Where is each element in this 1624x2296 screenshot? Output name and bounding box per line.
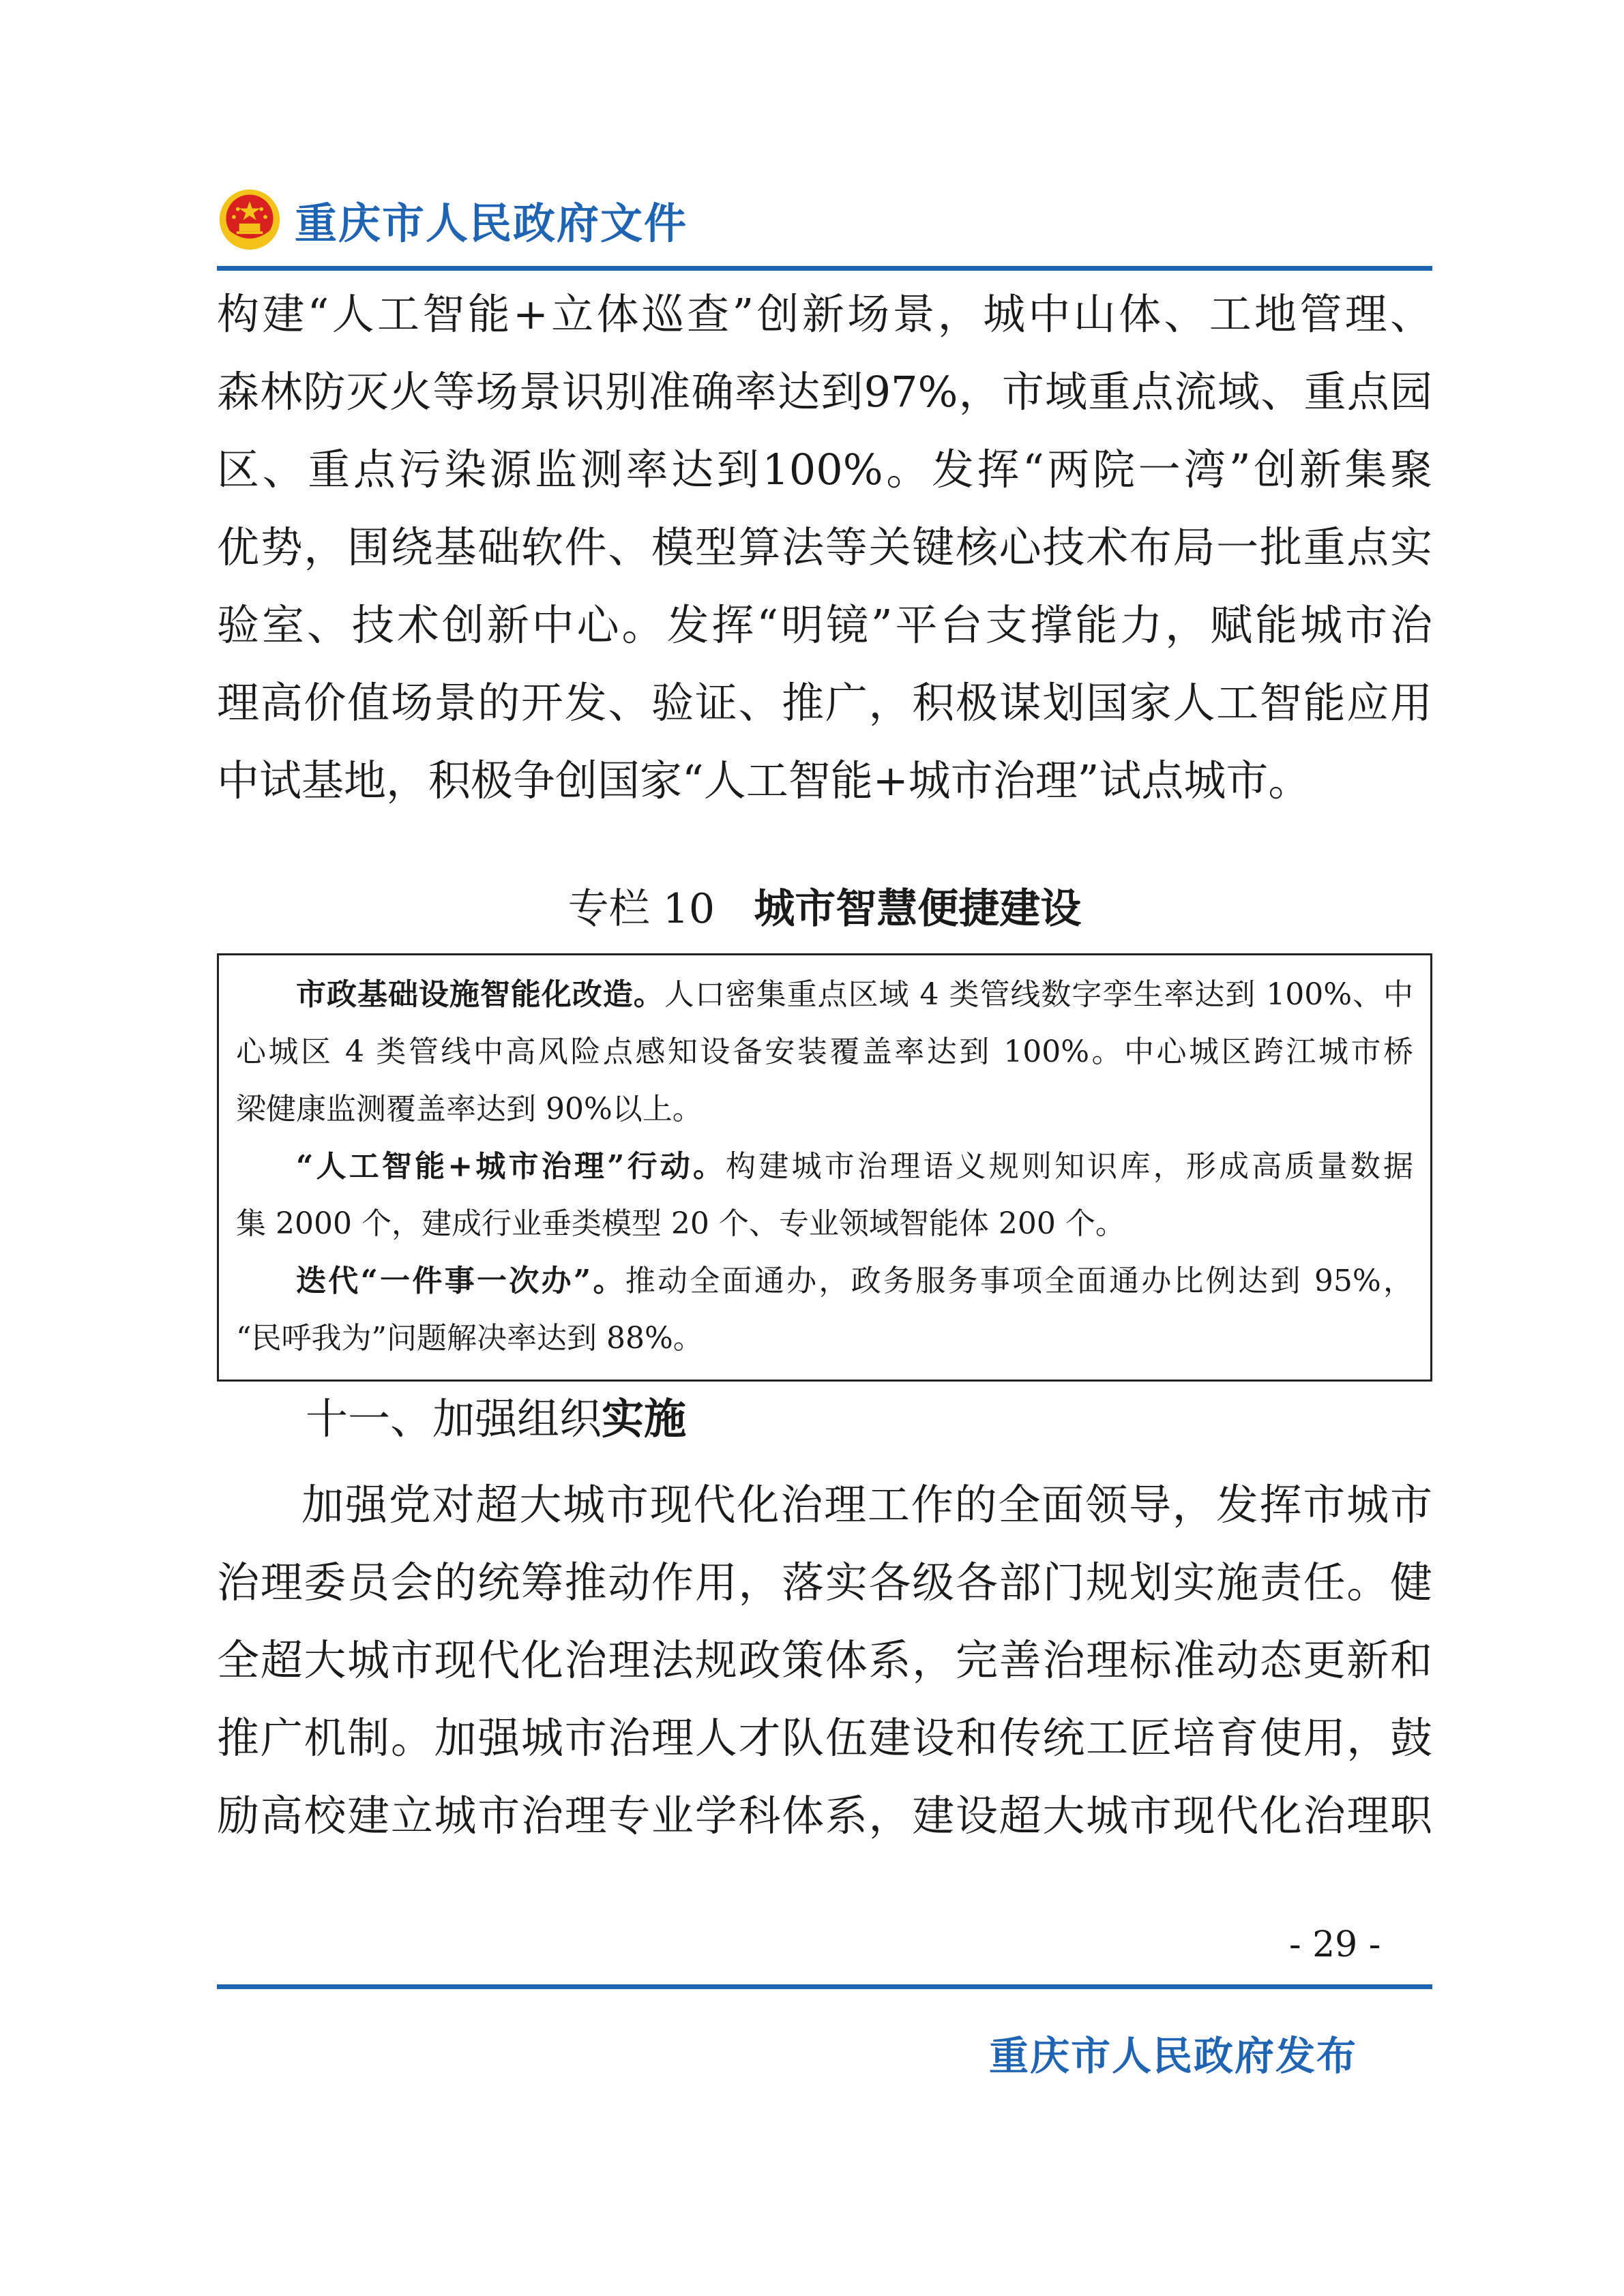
box-item-heading: 迭代“一件事一次办”。 (296, 1264, 625, 1298)
paragraph-line: 治理委员会的统筹推动作用，落实各级各部门规划实施责任。健 (217, 1557, 1432, 1607)
box-item (236, 1262, 1413, 1300)
paragraph-line: 全超大城市现代化治理法规政策体系，完善治理标准动态更新和 (217, 1635, 1432, 1685)
paragraph-line: 加强党对超大城市现代化治理工作的全面领导，发挥市城市 (301, 1480, 1432, 1530)
paragraph-line: 构建“人工智能+立体巡查”创新场景，城中山体、工地管理、 (217, 289, 1432, 339)
paragraph-line: 区、重点污染源监测率达到100%。发挥“两院一湾”创新集聚 (217, 445, 1432, 494)
box-item-text: 梁健康监测覆盖率达到 90%以上。 (236, 1092, 703, 1127)
publisher-label: 重庆市人民政府发布 (989, 2033, 1358, 2079)
section-heading (306, 1394, 686, 1444)
box-label: 专栏 10 (567, 885, 715, 933)
box-item (236, 1148, 1413, 1186)
paragraph-line: 优势，围绕基础软件、模型算法等关键核心技术布局一批重点实 (217, 522, 1432, 572)
box-heading: 城市智慧便捷建设 (754, 885, 1082, 933)
box-item-text: 人口密集重点区域 4 类管线数字孪生率达到 100%、中 (664, 977, 1413, 1012)
box-item-heading: 市政基础设施智能化改造。 (296, 977, 664, 1012)
box-item-text: 集 2000 个，建成行业垂类模型 20 个、专业领域智能体 200 个。 (236, 1206, 1125, 1241)
box-item-text: 构建城市治理语义规则知识库，形成高质量数据 (726, 1149, 1413, 1184)
box-item (236, 976, 1413, 1014)
document-header (217, 179, 688, 260)
header-divider (217, 266, 1432, 271)
paragraph-line: 推广机制。加强城市治理人才队伍建设和传统工匠培育使用，鼓 (217, 1713, 1432, 1763)
section-title-part2: 实施 (602, 1394, 687, 1444)
paragraph-line: 励高校建立城市治理专业学科体系，建设超大城市现代化治理职 (217, 1791, 1432, 1840)
paragraph-line: 森林防灭火等场景识别准确率达到97%，市域重点流域、重点园 (217, 367, 1432, 417)
section-number: 十一、 (306, 1394, 433, 1444)
box-item-text: 推动全面通办，政务服务事项全面通办比例达到 95%， (625, 1264, 1413, 1298)
paragraph-line: 理高价值场景的开发、验证、推广，积极谋划国家人工智能应用 (217, 678, 1432, 728)
national-emblem-icon (217, 187, 282, 252)
box-item-heading: “人工智能+城市治理”行动。 (296, 1149, 726, 1184)
box-title (217, 884, 1432, 934)
section-title-part1: 加强组织 (432, 1394, 602, 1444)
footer-divider (217, 1984, 1432, 1989)
info-box (217, 953, 1432, 1382)
header-title: 重庆市人民政府文件 (295, 198, 688, 248)
page-number: - 29 - (1289, 1924, 1381, 1965)
box-item-text: “民呼我为”问题解决率达到 88%。 (236, 1321, 703, 1356)
paragraph-line: 中试基地，积极争创国家“人工智能+城市治理”试点城市。 (217, 756, 1311, 805)
paragraph-line: 验室、技术创新中心。发挥“明镜”平台支撑能力，赋能城市治 (217, 600, 1432, 650)
box-item-text: 心城区 4 类管线中高风险点感知设备安装覆盖率达到 100%。中心城区跨江城市桥 (236, 1034, 1413, 1069)
